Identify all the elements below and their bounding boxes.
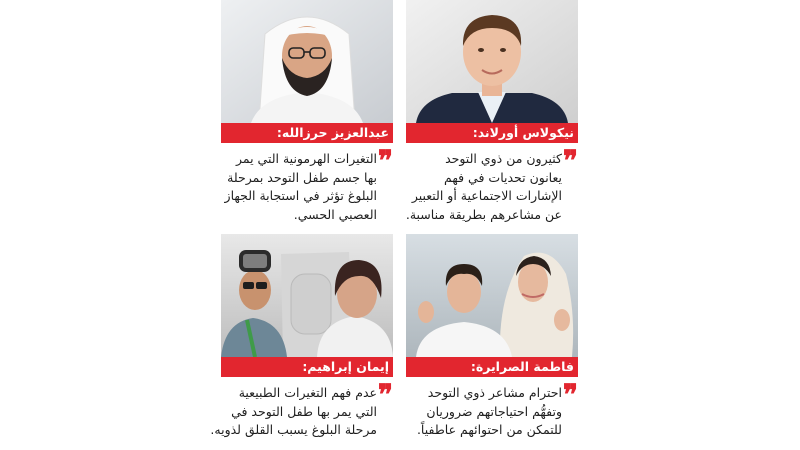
speaker-name: إيمان إبراهيم:	[221, 357, 393, 377]
quote-line: بها جسم طفل التوحد بمرحلة	[227, 169, 377, 185]
family-photo	[406, 234, 578, 357]
quote-mark-icon: ❞	[562, 144, 578, 177]
quote-text	[217, 150, 377, 224]
quote-line: للتمكن من احتوائهم عاطفياً.	[416, 422, 562, 437]
quote-card-nicholas	[406, 0, 578, 225]
quote-text	[402, 150, 562, 224]
selfie-photo	[221, 234, 393, 357]
portrait-illustration	[406, 0, 578, 123]
quote-card-fatima	[406, 234, 578, 450]
quote-mark-icon: ❞	[377, 378, 393, 411]
quote-line: التي يمر بها طفل التوحد في	[231, 403, 377, 419]
portrait-photo	[221, 0, 393, 123]
quote-text	[402, 384, 562, 440]
quote-line: احترام مشاعر ذوي التوحد	[427, 385, 562, 400]
quote-mark-icon: ❞	[562, 378, 578, 411]
quote-line: التغيرات الهرمونية التي يمر	[235, 151, 377, 166]
speaker-name: فاطمة الصرايرة:	[406, 357, 578, 377]
quote-line: العصبي الحسي.	[293, 206, 377, 222]
quote-line: يعانون تحديات في فهم	[444, 169, 562, 185]
portrait-photo	[406, 0, 578, 123]
quote-card-iman	[210, 234, 393, 450]
selfie-illustration	[221, 234, 393, 357]
quote-line: عدم فهم التغيرات الطبيعية	[238, 385, 377, 400]
quote-line: وتفهُّم احتياجاتهم ضروريان	[426, 403, 562, 419]
speaker-name: نيكولاس أورلاند:	[406, 123, 578, 143]
quote-line: الإشارات الاجتماعية أو التعبير	[411, 188, 562, 203]
quote-line: البلوغ تؤثر في استجابة الجهاز	[224, 188, 377, 203]
portrait-illustration	[221, 0, 393, 123]
quote-line: مرحلة البلوغ يسبب القلق لذويه.	[210, 422, 377, 437]
speaker-name: عبدالعزيز حرزالله:	[221, 123, 393, 143]
quote-line: كثيرون من ذوي التوحد	[445, 151, 562, 166]
family-illustration	[406, 234, 578, 357]
quote-mark-icon: ❞	[377, 144, 393, 177]
quote-card-abdulaziz	[221, 0, 393, 225]
quote-line: عن مشاعرهم بطريقة مناسبة.	[405, 206, 562, 222]
quote-text	[210, 384, 377, 440]
